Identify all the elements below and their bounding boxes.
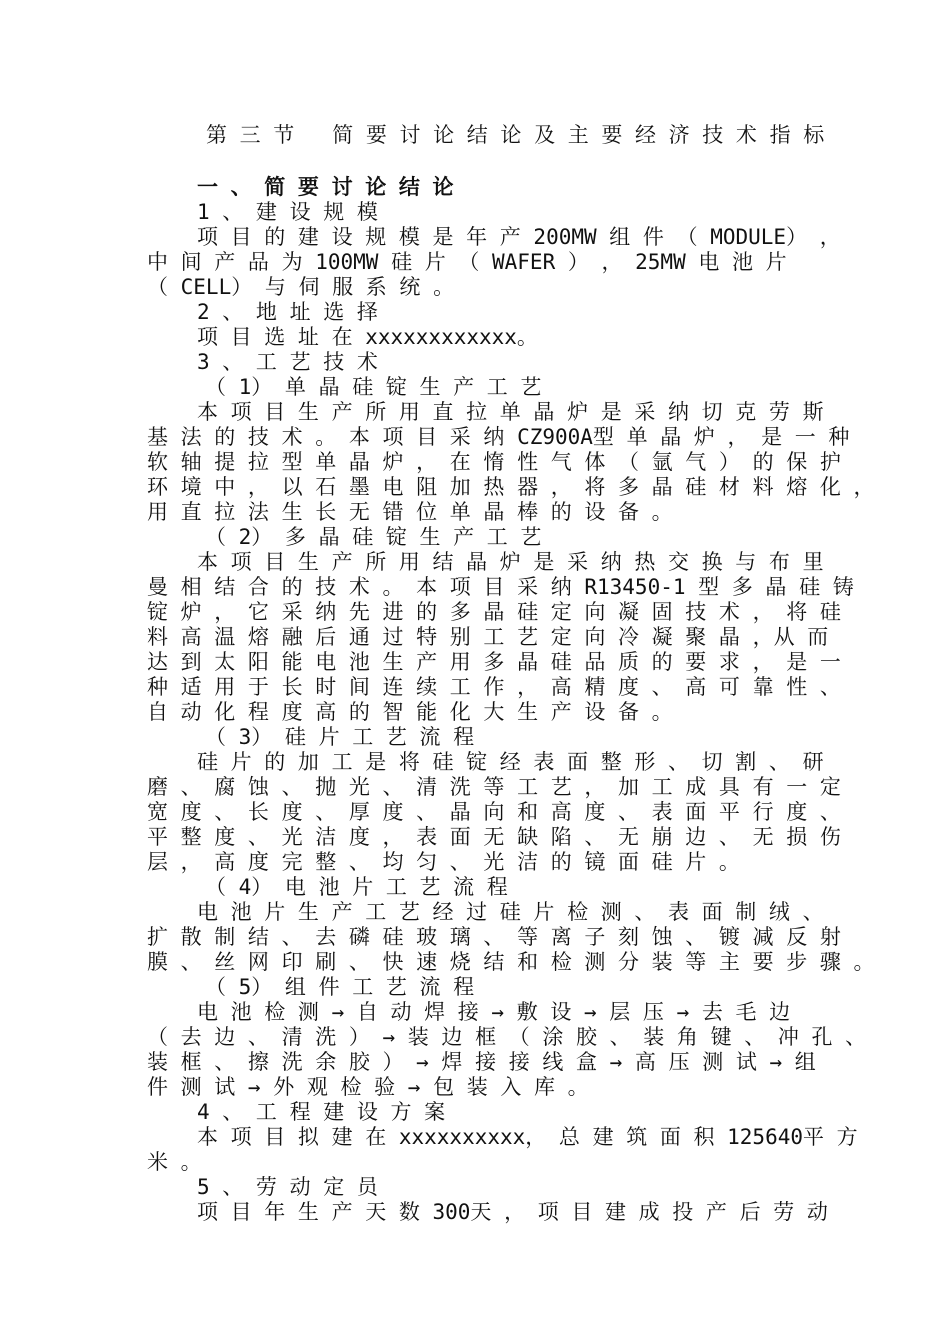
paragraph-line: 基 法 的 技 术 。 本 项 目 采 纳 CZ900A型 单 晶 炉 ， 是 一 种 — [147, 425, 850, 449]
paragraph-line: 本 项 目 生 产 所 用 结 晶 炉 是 采 纳 热 交 换 与 布 里 — [197, 550, 824, 574]
paragraph-line: 平 整 度 、 光 洁 度 ， 表 面 无 缺 陷 、 无 崩 边 、 无 损 伤 — [147, 825, 841, 849]
subheading-staffing: 5 、 劳 动 定 员 — [197, 1175, 378, 1199]
subheading-scale: 1 、 建 设 规 模 — [197, 200, 378, 224]
paragraph-line: 电 池 检 测 → 自 动 焊 接 → 敷 设 → 层 压 → 去 毛 边 — [197, 1000, 791, 1024]
paragraph-line: 件 测 试 → 外 观 检 验 → 包 装 入 库 。 — [147, 1075, 589, 1099]
paragraph-line: 项 目 的 建 设 规 模 是 年 产 200MW 组 件 （ MODULE） ， — [197, 225, 841, 249]
paragraph-line: 环 境 中 ， 以 石 墨 电 阻 加 热 器 ， 将 多 晶 硅 材 料 熔 化 ， — [147, 475, 875, 499]
subheading-poly-ingot: （ 2） 多 晶 硅 锭 生 产 工 艺 — [205, 525, 542, 549]
subheading-site: 2 、 地 址 选 择 — [197, 300, 378, 324]
paragraph-line: 米 。 — [147, 1150, 202, 1174]
subheading-wafer-process: （ 3） 硅 片 工 艺 流 程 — [205, 725, 475, 749]
paragraph-line: 本 项 目 生 产 所 用 直 拉 单 晶 炉 是 采 纳 切 克 劳 斯 — [197, 400, 824, 424]
paragraph-line: （ CELL） 与 伺 服 系 统 。 — [147, 275, 455, 299]
paragraph-line: 装 框 、 擦 洗 余 胶 ） → 焊 接 接 线 盒 → 高 压 测 试 → 组 — [147, 1050, 816, 1074]
paragraph-line: 软 轴 提 拉 型 单 晶 炉 ， 在 惰 性 气 体 （ 氩 气 ） 的 保 护 — [147, 450, 841, 474]
paragraph-line: 自 动 化 程 度 高 的 智 能 化 大 生 产 设 备 。 — [147, 700, 673, 724]
paragraph-line: 料 高 温 熔 融 后 通 过 特 别 工 艺 定 向 冷 凝 聚 晶 ，从 而 — [147, 625, 829, 649]
paragraph-line: 本 项 目 拟 建 在 xxxxxxxxxx， 总 建 筑 面 积 125640平 方 — [197, 1125, 858, 1149]
section-title: 第 三 节 简 要 讨 论 结 论 及 主 要 经 济 技 术 指 标 — [206, 123, 825, 147]
paragraph-line: 中 间 产 品 为 100MW 硅 片 （ WAFER ） ， 25MW 电 池 片 — [147, 250, 787, 274]
paragraph-line: 磨 、 腐 蚀 、 抛 光 、 清 洗 等 工 艺 ， 加 工 成 具 有 一 定 — [147, 775, 841, 799]
paragraph-line: 电 池 片 生 产 工 艺 经 过 硅 片 检 测 、 表 面 制 绒 、 — [197, 900, 824, 924]
paragraph-line: （ 去 边 、 清 洗 ） → 装 边 框 （ 涂 胶 、 装 角 键 、 冲 孔 、 — [147, 1025, 867, 1049]
paragraph-line: 项 目 选 址 在 xxxxxxxxxxxx。 — [197, 325, 538, 349]
paragraph-line: 膜 、 丝 网 印 刷 、 快 速 烧 结 和 检 测 分 装 等 主 要 步 骤 。 — [147, 950, 875, 974]
subheading-mono-ingot: （ 1） 单 晶 硅 锭 生 产 工 艺 — [205, 375, 542, 399]
paragraph-line: 扩 散 制 结 、 去 磷 硅 玻 璃 、 等 离 子 刻 蚀 、 镀 减 反 射 — [147, 925, 841, 949]
paragraph-line: 用 直 拉 法 生 长 无 错 位 单 晶 棒 的 设 备 。 — [147, 500, 673, 524]
subheading-construction: 4 、 工 程 建 设 方 案 — [197, 1100, 446, 1124]
paragraph-line: 层 ， 高 度 完 整 、 均 匀 、 光 洁 的 镜 面 硅 片 。 — [147, 850, 740, 874]
paragraph-line: 锭 炉 ， 它 采 纳 先 进 的 多 晶 硅 定 向 凝 固 技 术 ， 将 硅 — [147, 600, 841, 624]
paragraph-line: 硅 片 的 加 工 是 将 硅 锭 经 表 面 整 形 、 切 割 、 研 — [197, 750, 824, 774]
heading-summary: 一 、 简 要 讨 论 结 论 — [197, 175, 454, 199]
paragraph-line: 项 目 年 生 产 天 数 300天 ， 项 目 建 成 投 产 后 劳 动 — [197, 1200, 828, 1224]
paragraph-line: 达 到 太 阳 能 电 池 生 产 用 多 晶 硅 品 质 的 要 求 ， 是 一 — [147, 650, 841, 674]
paragraph-line: 种 适 用 于 长 时 间 连 续 工 作 ， 高 精 度 、 高 可 靠 性 、 — [147, 675, 841, 699]
paragraph-line: 曼 相 结 合 的 技 术 。 本 项 目 采 纳 R13450-1 型 多 晶 硅 铸 — [147, 575, 854, 599]
paragraph-line: 宽 度 、 长 度 、 厚 度 、 晶 向 和 高 度 、 表 面 平 行 度 、 — [147, 800, 841, 824]
subheading-process: 3 、 工 艺 技 术 — [197, 350, 378, 374]
subheading-module-process: （ 5） 组 件 工 艺 流 程 — [205, 975, 475, 999]
subheading-cell-process: （ 4） 电 池 片 工 艺 流 程 — [205, 875, 508, 899]
